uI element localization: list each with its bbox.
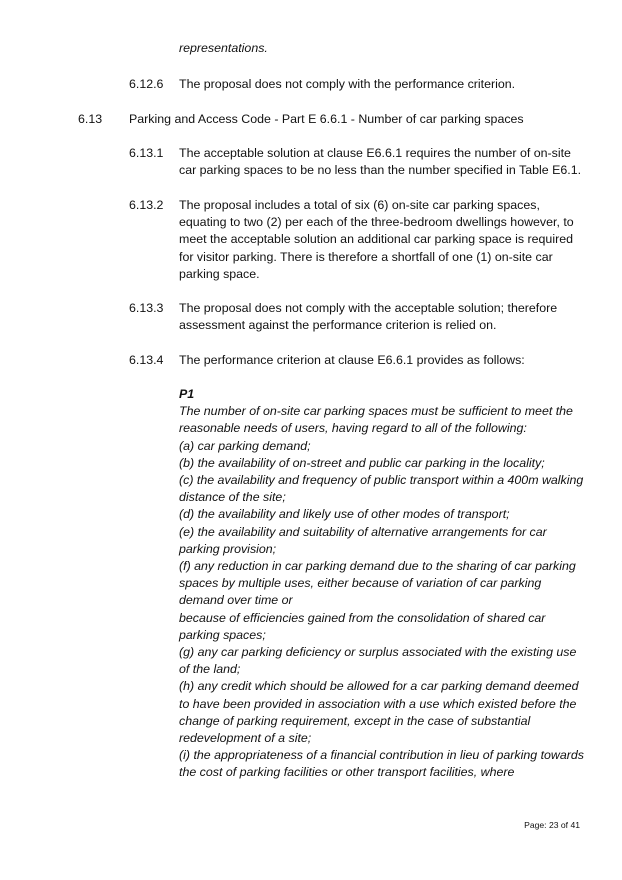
item-number: 6.13.3 — [129, 301, 164, 315]
performance-criterion-quote — [179, 386, 584, 782]
quote-line: (b) the availability of on-street and public car parking in the locality; — [179, 455, 545, 470]
quote-line: (a) car parking demand; — [179, 438, 311, 453]
item-number: 6.13.1 — [129, 146, 164, 160]
quote-line: because of efficiencies gained from the consolidation of shared car parking spaces; — [179, 610, 546, 642]
item-number: 6.13.4 — [129, 353, 164, 367]
item-number: 6.12.6 — [129, 77, 164, 91]
page-number: Page: 23 of 41 — [524, 820, 580, 830]
quote-line: (i) the appropriateness of a financial contribution in lieu of parking towards the cost of parking facilities or other transport facilities, where — [179, 748, 584, 780]
quote-line: (h) any credit which should be allowed for a car parking demand deemed to have been provided in association with a use which existed before the change of parking requirement, except in the case of substantial redevelopment of a site; — [179, 679, 579, 746]
item-text: The performance criterion at clause E6.6.1 provides as follows: — [179, 353, 525, 367]
quote-line: (d) the availability and likely use of other modes of transport; — [179, 507, 510, 522]
section-number: 6.13 — [78, 112, 103, 126]
quote-line: (e) the availability and suitability of alternative arrangements for car parking provision; — [179, 524, 547, 556]
quote-line: (f) any reduction in car parking demand due to the sharing of car parking spaces by multiple uses, either because of variation of car parking demand over time or — [179, 559, 576, 608]
item-text: The proposal does not comply with the performance criterion. — [179, 77, 516, 91]
intro-fragment: representations. — [179, 41, 268, 55]
quote-line: The number of on-site car parking spaces must be sufficient to meet the reasonable needs of users, having regard to all of the following: — [179, 404, 573, 436]
section-heading: Parking and Access Code - Part E 6.6.1 - Number of car parking spaces — [129, 112, 524, 126]
item-text: The proposal includes a total of six (6) on-site car parking spaces, equating to two (2) per each of the three-bedroom dwellings however, to meet the acceptable solution an additional car parking space is required for visitor parking. There is therefore a shortfall of one (1) on-site car parking space. — [179, 198, 574, 281]
item-number: 6.13.2 — [129, 198, 164, 212]
quote-line: (g) any car parking deficiency or surplus associated with the existing use of the land; — [179, 645, 577, 677]
quote-line: (c) the availability and frequency of public transport within a 400m walking distance of the site; — [179, 473, 584, 505]
item-text: The proposal does not comply with the acceptable solution; therefore assessment against the performance criterion is relied on. — [179, 301, 558, 333]
quote-heading: P1 — [179, 387, 195, 401]
item-text: The acceptable solution at clause E6.6.1 requires the number of on-site car parking spaces to be no less than the number specified in Table E6.1. — [179, 146, 582, 178]
